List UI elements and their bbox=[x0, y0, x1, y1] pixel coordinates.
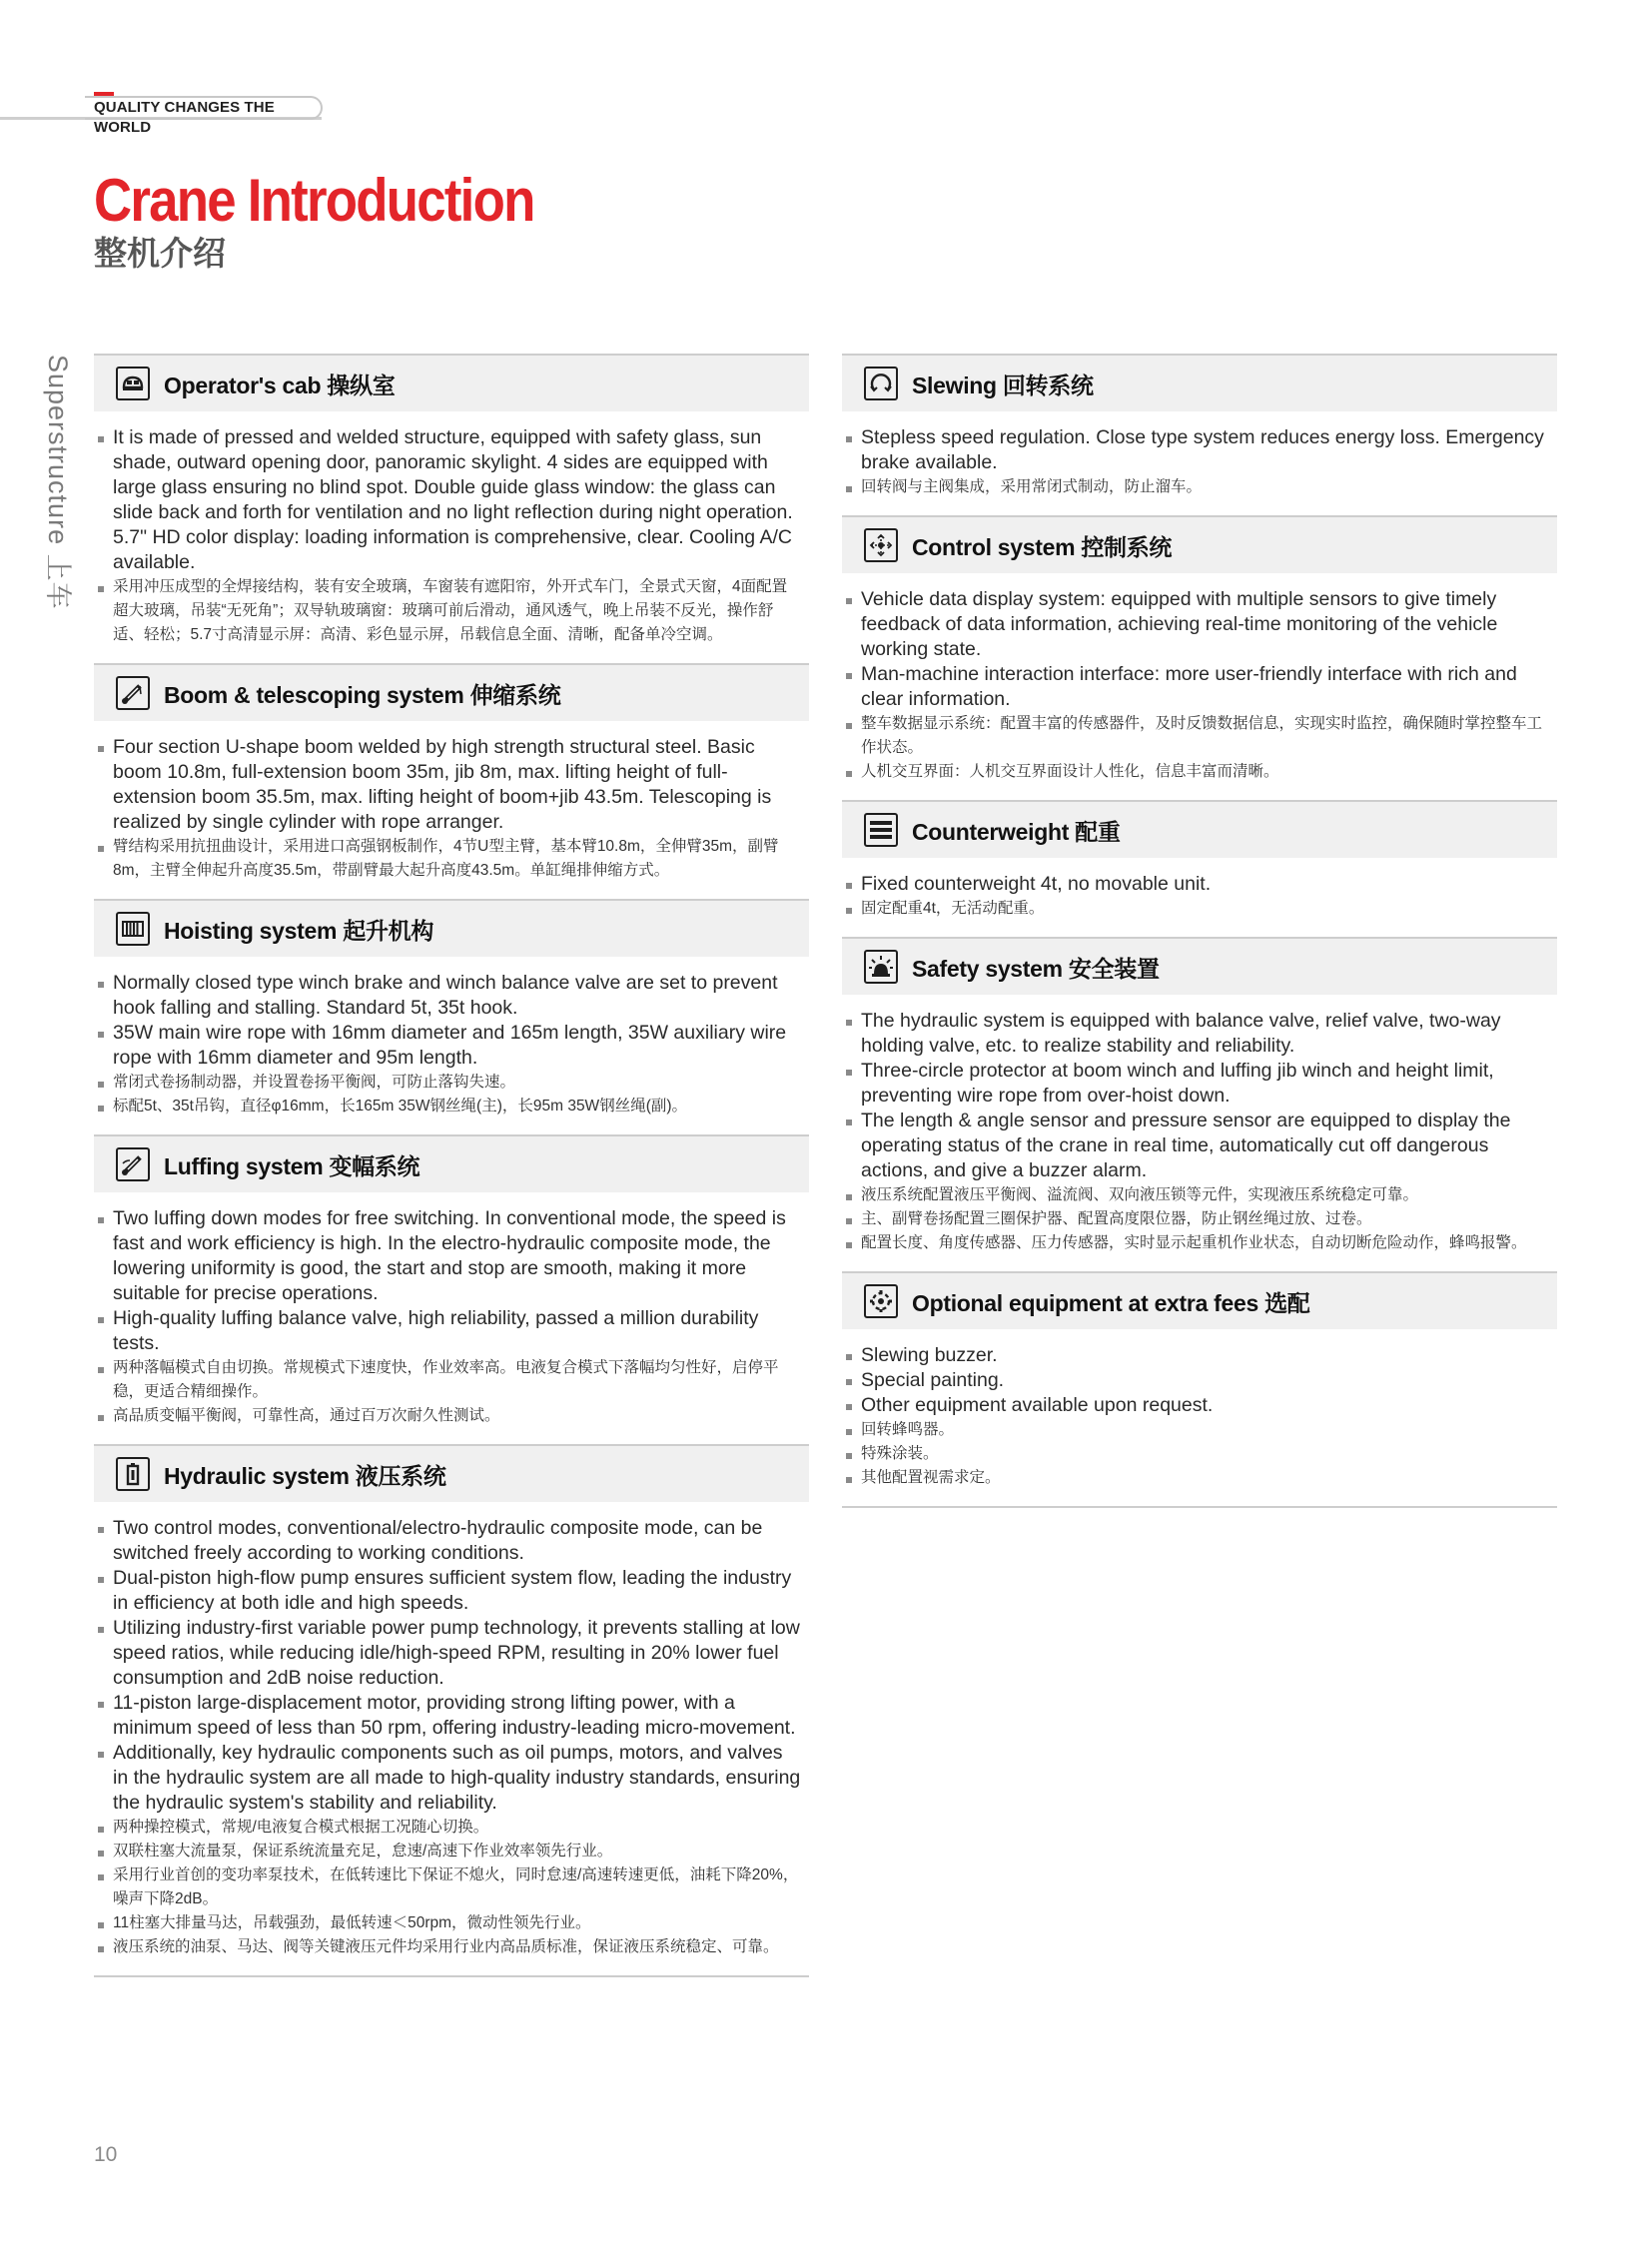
section-title: Control system 控制系统 bbox=[912, 533, 1173, 560]
side-label: Superstructure 上车 bbox=[43, 355, 73, 610]
section-luffing-system bbox=[94, 1134, 809, 1444]
chinese-bullet: 臂结构采用抗扭曲设计，采用进口高强钢板制作，4节U型主臂，基本臂10.8m，全伸臂35m，副臂8m，主臂全伸起升高度35.5m，带副臂最大起升高度43.5m。单缸绳排伸缩方式。 bbox=[96, 835, 801, 883]
chinese-bullet: 液压系统配置液压平衡阀、溢流阀、双向液压锁等元件，实现液压系统稳定可靠。 bbox=[844, 1183, 1557, 1207]
page-number: 10 bbox=[94, 2143, 118, 2166]
english-bullet: Four section U-shape boom welded by high strength structural steel. Basic boom 10.8m, full-extension boom 35m, jib 8m, max. lifting height of full-extension boom 35.5m, max. lifting height of boom+jib 43.5m. Telescoping is realized by single cylinder with rope arranger. bbox=[96, 735, 801, 835]
chinese-bullet: 常闭式卷扬制动器，并设置卷扬平衡阀，可防止落钩失速。 bbox=[96, 1071, 801, 1095]
english-bullet: The hydraulic system is equipped with balance valve, relief valve, two-way holding valve, etc. to realize stability and reliability. bbox=[844, 1009, 1557, 1059]
chinese-bullet: 两种落幅模式自由切换。常规模式下速度快，作业效率高。电液复合模式下落幅均匀性好，启停平稳，更适合精细操作。 bbox=[96, 1356, 801, 1404]
chinese-bullet: 双联柱塞大流量泵，保证系统流量充足，怠速/高速下作业效率领先行业。 bbox=[96, 1840, 801, 1864]
english-bullet: Other equipment available upon request. bbox=[844, 1393, 1557, 1418]
english-bullet: Additionally, key hydraulic components such as oil pumps, motors, and valves in the hydraulic system are all made to high-quality industry standards, ensuring the hydraulic system's stability and reliability. bbox=[96, 1741, 801, 1816]
section-safety-system bbox=[842, 937, 1557, 1271]
english-bullet: Two luffing down modes for free switching. In conventional mode, the speed is fast and work efficiency is high. In the electro-hydraulic composite mode, the lowering uniformity is good, the start and stop are smooth, making it more suitable for precise operations. bbox=[96, 1206, 801, 1306]
english-bullet: 11-piston large-displacement motor, providing strong lifting power, with a minimum speed of less than 50 rpm, offering industry-leading micro-movement. bbox=[96, 1691, 801, 1741]
section-boom-telescoping-system bbox=[94, 663, 809, 899]
section-title: Luffing system 变幅系统 bbox=[164, 1152, 420, 1179]
english-list bbox=[96, 971, 801, 1071]
section-hydraulic-system bbox=[94, 1444, 809, 1975]
section-body bbox=[94, 1192, 809, 1444]
english-bullet: Dual-piston high-flow pump ensures sufficient system flow, leading the industry in efficiency at both idle and high speeds. bbox=[96, 1566, 801, 1616]
section-operator-s-cab bbox=[94, 354, 809, 663]
section-control-system bbox=[842, 515, 1557, 800]
section-header bbox=[94, 356, 809, 411]
winch-icon bbox=[116, 912, 150, 946]
chinese-bullet: 回转蜂鸣器。 bbox=[844, 1418, 1557, 1442]
chinese-bullet: 配置长度、角度传感器、压力传感器，实时显示起重机作业状态，自动切断危险动作，蜂鸣报警。 bbox=[844, 1231, 1557, 1255]
english-bullet: 35W main wire rope with 16mm diameter and 165m length, 35W auxiliary wire rope with 16mm diameter and 95m length. bbox=[96, 1021, 801, 1071]
section-header bbox=[842, 1273, 1557, 1329]
english-list bbox=[96, 735, 801, 835]
english-bullet: It is made of pressed and welded structure, equipped with safety glass, sun shade, outward opening door, panoramic skylight. 4 sides are equipped with large glass ensuring no blind spot. Double guide glass window: the glass can slide back and forth for ventilation and no light reflection during night operation. 5.7" HD color display: loading information is comprehensive, clear. Cooling A/C available. bbox=[96, 425, 801, 575]
hydraulic-icon bbox=[116, 1457, 150, 1491]
section-header bbox=[94, 1136, 809, 1192]
english-bullet: Two control modes, conventional/electro-hydraulic composite mode, can be switched freely according to working conditions. bbox=[96, 1516, 801, 1566]
english-bullet: Utilizing industry-first variable power pump technology, it prevents stalling at low speed ratios, while reducing idle/high-speed RPM, resulting in 20% lower fuel consumption and 2dB noise reduction. bbox=[96, 1616, 801, 1691]
english-list bbox=[844, 1009, 1557, 1183]
section-body bbox=[94, 957, 809, 1134]
chinese-list bbox=[96, 835, 801, 883]
section-title: Slewing 回转系统 bbox=[912, 372, 1094, 398]
section-body bbox=[842, 995, 1557, 1271]
cab-icon bbox=[116, 367, 150, 400]
chinese-bullet: 采用行业首创的变功率泵技术，在低转速比下保证不熄火，同时怠速/高速转速更低，油耗下降20%，噪声下降2dB。 bbox=[96, 1864, 801, 1911]
boom-icon bbox=[116, 676, 150, 710]
chinese-list bbox=[96, 1071, 801, 1119]
section-header bbox=[94, 901, 809, 957]
control-icon bbox=[864, 528, 898, 562]
chinese-bullet: 两种操控模式，常规/电液复合模式根据工况随心切换。 bbox=[96, 1816, 801, 1840]
chinese-list bbox=[844, 1418, 1557, 1490]
page-subtitle: 整机介绍 bbox=[94, 235, 226, 272]
safety-icon bbox=[864, 950, 898, 984]
section-header bbox=[842, 356, 1557, 411]
english-list bbox=[844, 425, 1557, 475]
section-header bbox=[842, 517, 1557, 573]
section-title: Optional equipment at extra fees 选配 bbox=[912, 1289, 1310, 1316]
chinese-bullet: 其他配置视需求定。 bbox=[844, 1466, 1557, 1490]
chinese-list bbox=[96, 1816, 801, 1959]
chinese-bullet: 液压系统的油泵、马达、阀等关键液压元件均采用行业内高品质标准，保证液压系统稳定、可靠。 bbox=[96, 1935, 801, 1959]
english-list bbox=[96, 1516, 801, 1816]
chinese-bullet: 11柱塞大排量马达，吊载强劲，最低转速＜50rpm，微动性领先行业。 bbox=[96, 1911, 801, 1935]
chinese-list bbox=[844, 712, 1557, 784]
section-header bbox=[94, 665, 809, 721]
optional-icon bbox=[864, 1284, 898, 1318]
chinese-list bbox=[844, 1183, 1557, 1255]
english-list bbox=[96, 425, 801, 575]
chinese-list bbox=[96, 1356, 801, 1428]
english-list bbox=[844, 872, 1557, 897]
counterweight-icon bbox=[864, 813, 898, 847]
chinese-bullet: 回转阀与主阀集成，采用常闭式制动，防止溜车。 bbox=[844, 475, 1557, 499]
chinese-bullet: 特殊涂装。 bbox=[844, 1442, 1557, 1466]
chinese-list bbox=[844, 475, 1557, 499]
section-title: Boom & telescoping system 伸缩系统 bbox=[164, 681, 561, 708]
section-title: Hydraulic system 液压系统 bbox=[164, 1462, 446, 1489]
luffing-icon bbox=[116, 1147, 150, 1181]
left-column bbox=[94, 354, 809, 1977]
slewing-icon bbox=[864, 367, 898, 400]
column-end-rule bbox=[94, 1975, 809, 1977]
section-body bbox=[94, 411, 809, 663]
chinese-list bbox=[96, 575, 801, 647]
section-body bbox=[842, 411, 1557, 515]
english-bullet: Stepless speed regulation. Close type system reduces energy loss. Emergency brake available. bbox=[844, 425, 1557, 475]
section-header bbox=[842, 802, 1557, 858]
english-bullet: Normally closed type winch brake and winch balance valve are set to prevent hook falling and stalling. Standard 5t, 35t hook. bbox=[96, 971, 801, 1021]
english-bullet: Three-circle protector at boom winch and luffing jib winch and height limit, preventing wire rope from over-hoist down. bbox=[844, 1059, 1557, 1109]
section-body bbox=[842, 573, 1557, 800]
section-title: Counterweight 配重 bbox=[912, 818, 1121, 845]
chinese-bullet: 标配5t、35t吊钩，直径φ16mm，长165m 35W钢丝绳(主)，长95m 35W钢丝绳(副)。 bbox=[96, 1095, 801, 1119]
right-column bbox=[842, 354, 1557, 1508]
english-bullet: Man-machine interaction interface: more user-friendly interface with rich and clear information. bbox=[844, 662, 1557, 712]
english-bullet: High-quality luffing balance valve, high reliability, passed a million durability tests. bbox=[96, 1306, 801, 1356]
english-bullet: Special painting. bbox=[844, 1368, 1557, 1393]
column-end-rule bbox=[842, 1506, 1557, 1508]
english-bullet: The length & angle sensor and pressure sensor are equipped to display the operating status of the crane in real time, automatically cut off dangerous actions, and give a buzzer alarm. bbox=[844, 1109, 1557, 1183]
section-body bbox=[842, 858, 1557, 937]
english-list bbox=[844, 587, 1557, 712]
chinese-bullet: 固定配重4t，无活动配重。 bbox=[844, 897, 1557, 921]
chinese-list bbox=[844, 897, 1557, 921]
section-hoisting-system bbox=[94, 899, 809, 1134]
section-optional-equipment-at-extra-fees bbox=[842, 1271, 1557, 1506]
english-bullet: Fixed counterweight 4t, no movable unit. bbox=[844, 872, 1557, 897]
chinese-bullet: 高品质变幅平衡阀，可靠性高，通过百万次耐久性测试。 bbox=[96, 1404, 801, 1428]
section-title: Safety system 安全装置 bbox=[912, 955, 1160, 982]
section-header bbox=[842, 939, 1557, 995]
section-counterweight bbox=[842, 800, 1557, 937]
chinese-bullet: 人机交互界面：人机交互界面设计人性化，信息丰富而清晰。 bbox=[844, 760, 1557, 784]
page-title: Crane Introduction bbox=[94, 167, 534, 234]
section-body bbox=[842, 1329, 1557, 1506]
english-bullet: Vehicle data display system: equipped with multiple sensors to give timely feedback of data information, achieving real-time monitoring of the vehicle working state. bbox=[844, 587, 1557, 662]
section-slewing bbox=[842, 354, 1557, 515]
english-list bbox=[844, 1343, 1557, 1418]
english-bullet: Slewing buzzer. bbox=[844, 1343, 1557, 1368]
section-title: Hoisting system 起升机构 bbox=[164, 917, 434, 944]
chinese-bullet: 整车数据显示系统：配置丰富的传感器件，及时反馈数据信息，实现实时监控，确保随时掌控整车工作状态。 bbox=[844, 712, 1557, 760]
section-body bbox=[94, 1502, 809, 1975]
header-tag: QUALITY CHANGES THE WORLD bbox=[85, 96, 323, 120]
section-title: Operator's cab 操纵室 bbox=[164, 372, 396, 398]
english-list bbox=[96, 1206, 801, 1356]
chinese-bullet: 采用冲压成型的全焊接结构，装有安全玻璃，车窗装有遮阳帘，外开式车门，全景式天窗，4面配置超大玻璃，吊装“无死角”；双导轨玻璃窗：玻璃可前后滑动，通风透气，晚上吊装不反光，操作舒适、轻松；5.7寸高清显示屏：高清、彩色显示屏，吊载信息全面、清晰，配备单冷空调。 bbox=[96, 575, 801, 647]
section-body bbox=[94, 721, 809, 899]
chinese-bullet: 主、副臂卷扬配置三圈保护器、配置高度限位器，防止钢丝绳过放、过卷。 bbox=[844, 1207, 1557, 1231]
section-header bbox=[94, 1446, 809, 1502]
